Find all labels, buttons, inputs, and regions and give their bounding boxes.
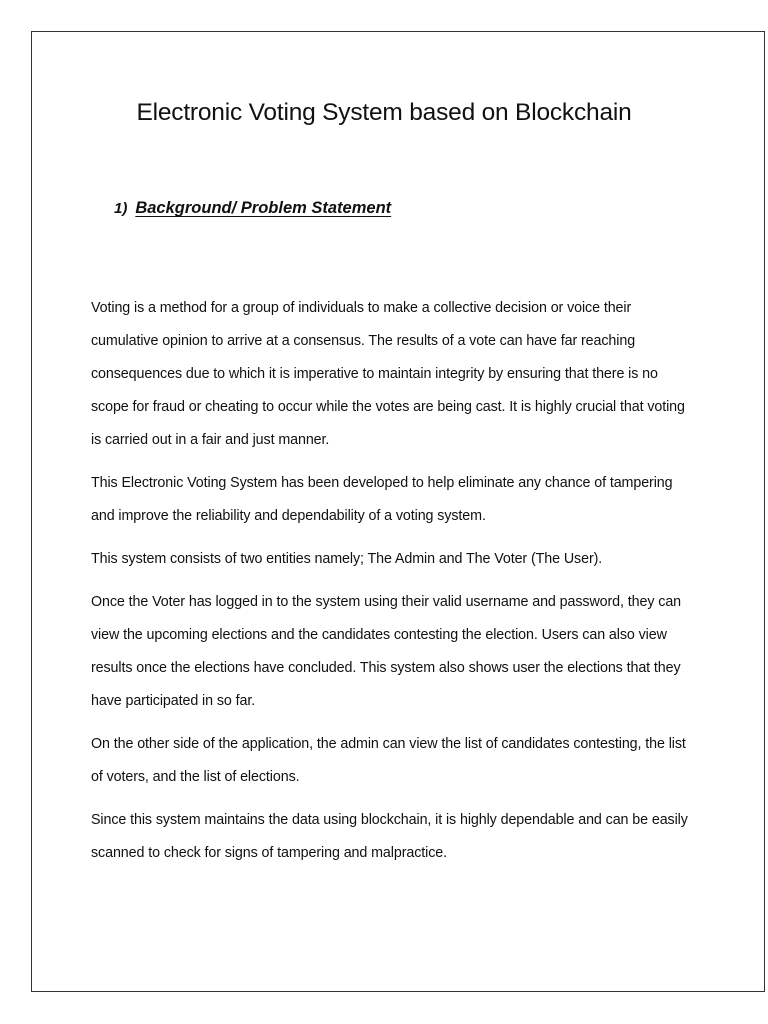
paragraph-voting-intro: Voting is a method for a group of individuals to make a collective decision or voice their cumulative opinion to arrive at a consensus. The results of a vote can have far reaching consequences due to which it is imperative to maintain integrity by ensuring that there is no scope for fraud or cheating to occur while the votes are being cast. It is highly crucial that voting is carried out in a fair and just manner. [91,300,685,448]
section-heading [114,196,391,221]
section-number: 1) [114,200,128,217]
paragraph-blockchain: Since this system maintains the data using blockchain, it is highly dependable and can be easily scanned to check for signs of tampering and malpractice. [91,812,688,861]
section-heading-text: Background/ Problem Statement [135,199,392,217]
paragraph-voter-features: Once the Voter has logged in to the system using their valid username and password, they can view the upcoming elections and the candidates contesting the election. Users can also view results once the elections have concluded. This system also shows user the elections that they have participated in so far. [91,594,682,709]
body-text [91,292,691,870]
paragraph-system-purpose: This Electronic Voting System has been developed to help eliminate any chance of tampering and improve the reliability and dependability of a voting system. [91,475,673,524]
paragraph-entities: This system consists of two entities namely; The Admin and The Voter (The User). [91,551,603,567]
document-title: Electronic Voting System based on Blockchain [136,99,632,126]
paragraph-admin-features: On the other side of the application, the admin can view the list of candidates contesting, the list of voters, and the list of elections. [91,736,686,785]
